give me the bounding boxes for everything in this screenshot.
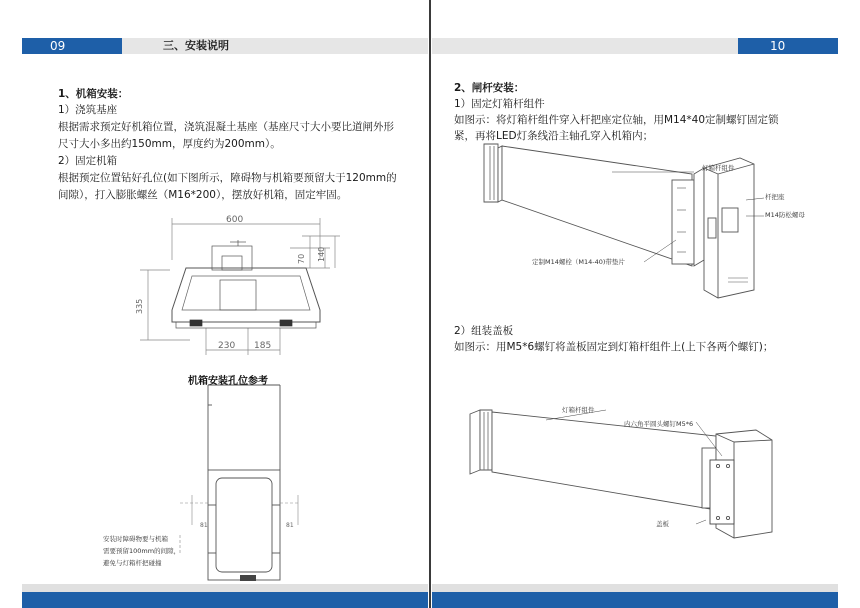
page-divider: [429, 0, 431, 608]
dimension-label: 81: [200, 522, 208, 529]
body-text: 如图示：将灯箱杆组件穿入杆把座定位轴，用M14*40定制螺钉固定锁: [454, 114, 779, 126]
heading: 2、闸杆安装：: [454, 82, 525, 94]
dimension-label: 600: [226, 215, 244, 225]
footer-bar: [22, 592, 428, 608]
callout-label: 内六角平圆头螺钉M5*6: [624, 420, 694, 428]
dimension-label: 81: [286, 522, 294, 529]
callout-label: 杆把座: [765, 193, 785, 201]
dimension-label: 185: [254, 341, 272, 351]
dimension-label: 70: [297, 253, 306, 264]
body-text: 根据需求预定好机箱位置，浇筑混凝土基座（基座尺寸大小要比道闸外形: [58, 121, 394, 133]
page-number: 09: [22, 38, 122, 54]
body-text: 间隙），打入膨胀螺丝（M16*200），摆放好机箱，固定牢固。: [58, 189, 348, 201]
body-text: 紧，再将LED灯条线沿主轴孔穿入机箱内；: [454, 130, 654, 142]
step-title: 1）浇筑基座: [58, 104, 118, 116]
cabinet-dimension-drawing: [130, 210, 350, 360]
left-page: [0, 0, 428, 608]
dimension-label: 335: [135, 298, 144, 314]
heading: 1、机箱安装：: [58, 88, 129, 100]
section-title: 三、安装说明: [163, 39, 229, 52]
callout-label: 灯箱杆组件: [562, 406, 595, 414]
step-title: 1）固定灯箱杆组件: [454, 98, 545, 110]
page-number: 10: [738, 38, 838, 54]
note-text: 避免与灯箱杆把碰撞: [103, 559, 162, 567]
dimension-label: 140: [317, 246, 326, 262]
body-text: 尺寸大小多出约150mm，厚度约为200mm）。: [58, 138, 281, 150]
cabinet-install-drawing: [60, 385, 320, 585]
step-title: 2）固定机箱: [58, 155, 118, 167]
footer-bar: [432, 592, 838, 608]
note-text: 安装时障碍物要与机箱: [103, 535, 168, 543]
callout-label: 灯箱杆组件: [702, 164, 735, 172]
boom-install-drawing: [472, 140, 812, 310]
figure-caption: 机箱安装孔位参考: [188, 376, 268, 387]
right-page: [432, 0, 860, 608]
body-text: 如图示：用M5*6螺钉将盖板固定到灯箱杆组件上(上下各两个螺钉)；: [454, 341, 774, 353]
callout-label: 盖板: [656, 520, 669, 528]
footer-stripe: [432, 584, 838, 592]
note-text: 需要预留100mm的间隙，: [103, 547, 181, 555]
dimension-label: 230: [218, 341, 236, 351]
step-title: 2）组装盖板: [454, 325, 514, 337]
callout-label: 定制M14螺栓（M14-40)带垫片: [532, 258, 625, 266]
body-text: 根据预定位置钻好孔位(如下图所示，障碍物与机箱要预留大于120mm的: [58, 172, 397, 184]
footer-stripe: [22, 584, 428, 592]
callout-label: M14防松螺母: [765, 211, 805, 219]
